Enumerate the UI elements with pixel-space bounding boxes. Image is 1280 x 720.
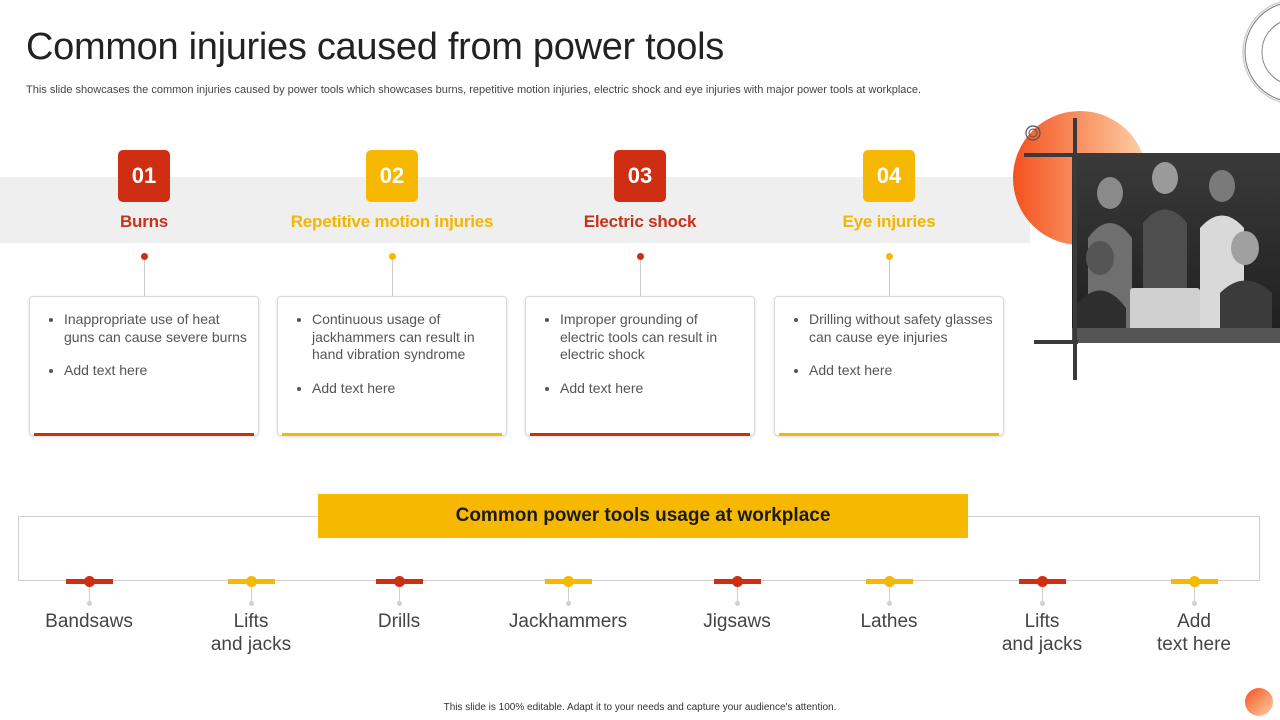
tool-connector-dot — [397, 601, 402, 606]
tool-connector-dot — [566, 601, 571, 606]
injury-point: • Add text here — [560, 380, 744, 398]
tool-connector-dot — [1040, 601, 1045, 606]
injury-title: Repetitive motion injuries — [290, 212, 494, 231]
card-accent-bar — [34, 433, 254, 436]
injury-title: Electric shock — [583, 212, 697, 231]
injury-point: • Add text here — [809, 362, 993, 380]
footer-note: This slide is 100% editable. Adapt it to your needs and capture your audience's attention. — [443, 702, 837, 713]
connector-dot — [389, 253, 396, 260]
connector-line — [392, 260, 393, 297]
connector-line — [144, 260, 145, 297]
tool-item — [319, 576, 479, 666]
tool-label: Lathes — [860, 611, 918, 632]
tool-marker — [394, 576, 405, 587]
card-accent-bar — [282, 433, 502, 436]
tool-connector — [889, 587, 890, 602]
injury-point: • Continuous usage of jackhammers can result in hand vibration syndrome — [312, 311, 496, 364]
injury-number-badge: 02 — [366, 150, 418, 202]
tool-marker — [84, 576, 95, 587]
tool-marker — [563, 576, 574, 587]
tool-connector-dot — [1192, 601, 1197, 606]
connector-dot — [637, 253, 644, 260]
injury-card — [29, 296, 259, 436]
injury-title: Eye injuries — [842, 212, 936, 231]
tool-connector-dot — [87, 601, 92, 606]
decorative-circles-icon — [1220, 0, 1280, 105]
tool-connector-dot — [735, 601, 740, 606]
injury-point: • Inappropriate use of heat guns can cause severe burns — [64, 311, 248, 346]
page-title: Common injuries caused from power tools — [26, 26, 724, 68]
tool-label: Lifts and jacks — [210, 611, 292, 655]
tool-label: Drills — [377, 611, 421, 632]
tool-connector — [568, 587, 569, 602]
tool-item — [962, 576, 1122, 666]
tool-item — [488, 576, 648, 666]
tool-item — [9, 576, 169, 666]
injury-number-badge: 03 — [614, 150, 666, 202]
injury-point: • Improper grounding of electric tools can result in electric shock — [560, 311, 744, 364]
injury-card — [525, 296, 755, 436]
card-accent-bar — [779, 433, 999, 436]
tool-marker — [1037, 576, 1048, 587]
page-subtitle: This slide showcases the common injuries caused by power tools which showcases burns, repetitive motion injuries, electric shock and eye injuries with major power tools at workplace. — [26, 84, 922, 96]
injury-point: • Add text here — [312, 380, 496, 398]
connector-line — [889, 260, 890, 297]
connector-dot — [141, 253, 148, 260]
tool-connector-dot — [887, 601, 892, 606]
tool-marker — [732, 576, 743, 587]
injury-title: Burns — [119, 212, 169, 231]
team-photo — [1010, 108, 1280, 383]
tool-marker — [884, 576, 895, 587]
tool-label: Bandsaws — [45, 611, 133, 632]
tool-label: Jackhammers — [508, 611, 628, 632]
injury-number-badge: 04 — [863, 150, 915, 202]
tool-connector-dot — [249, 601, 254, 606]
card-accent-bar — [530, 433, 750, 436]
tool-marker — [1189, 576, 1200, 587]
team-meeting-photo-icon — [1010, 108, 1280, 383]
tool-item — [657, 576, 817, 666]
tool-connector — [737, 587, 738, 602]
decorative-orange-circle-icon — [1243, 687, 1275, 717]
injury-card — [277, 296, 507, 436]
tool-connector — [399, 587, 400, 602]
tool-connector — [1042, 587, 1043, 602]
injury-point: • Drilling without safety glasses can cause eye injuries — [809, 311, 993, 346]
tool-label: Lifts and jacks — [1001, 611, 1083, 655]
tool-item — [171, 576, 331, 666]
connector-line — [640, 260, 641, 297]
injury-point: • Add text here — [64, 362, 248, 380]
injury-card — [774, 296, 1004, 436]
tool-connector — [1194, 587, 1195, 602]
tool-marker — [246, 576, 257, 587]
tools-heading: Common power tools usage at workplace — [318, 494, 968, 538]
tool-label: Add text here — [1157, 611, 1231, 655]
tool-item — [1114, 576, 1274, 666]
tool-item — [809, 576, 969, 666]
tool-connector — [251, 587, 252, 602]
injury-number-badge: 01 — [118, 150, 170, 202]
tool-connector — [89, 587, 90, 602]
connector-dot — [886, 253, 893, 260]
tool-label: Jigsaws — [703, 611, 771, 632]
